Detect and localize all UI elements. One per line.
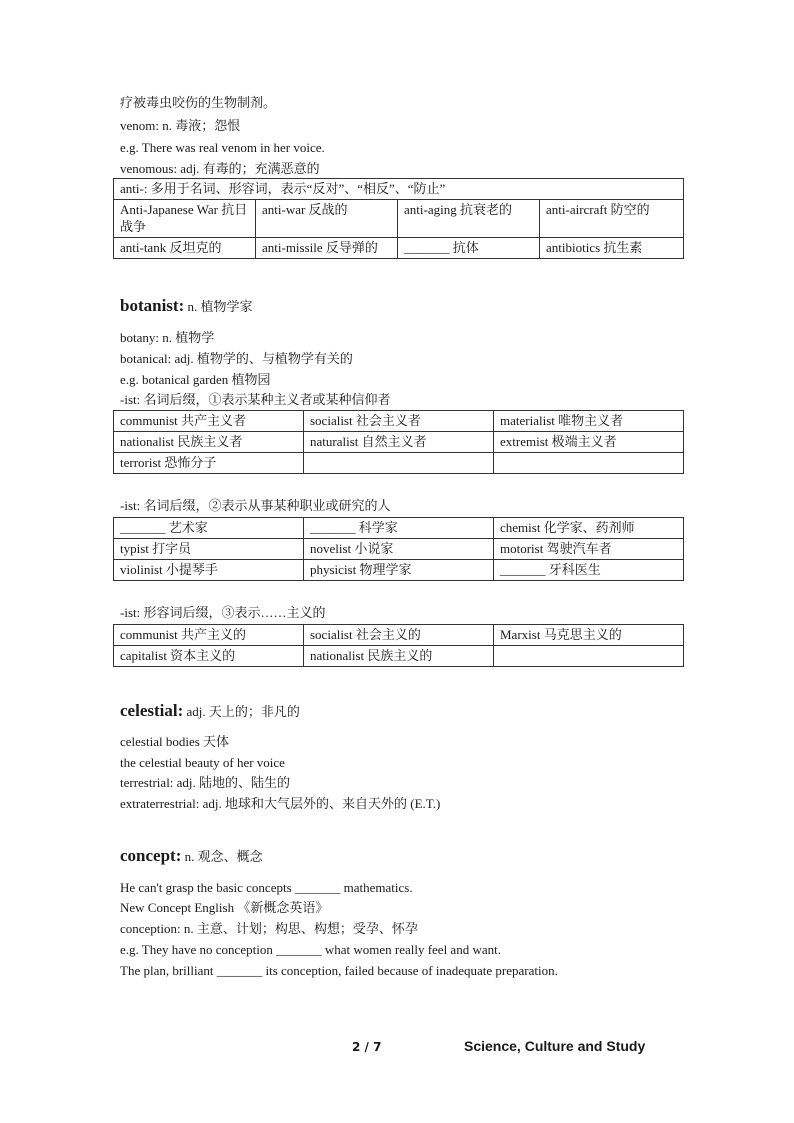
table-cell: materialist 唯物主义者 [494,411,684,432]
table-cell: nationalist 民族主义的 [304,646,494,667]
table-cell: extremist 极端主义者 [494,432,684,453]
botanical-example: e.g. botanical garden 植物园 [120,372,271,387]
conception-example-2: The plan, brilliant _______ its conception, failed because of inadequate preparation. [120,963,558,978]
table-row [114,432,684,453]
table-cell: communist 共产主义的 [114,625,304,646]
footer-title: Science, Culture and Study [464,1038,646,1054]
table-cell: physicist 物理学家 [304,560,494,581]
table-cell: Anti-Japanese War 抗日战争 [114,200,256,238]
botany-definition: botany: n. 植物学 [120,330,215,345]
table-cell: Marxist 马克思主义的 [494,625,684,646]
table-row [114,411,684,432]
table-cell: nationalist 民族主义者 [114,432,304,453]
anti-prefix-table [113,178,684,259]
table-cell: anti-aircraft 防空的 [540,200,684,238]
table-cell: motorist 驾驶汽车者 [494,539,684,560]
ist-adjective-table [113,624,684,667]
table-cell: novelist 小说家 [304,539,494,560]
botanical-definition: botanical: adj. 植物学的、与植物学有关的 [120,351,353,366]
table-cell: typist 打字员 [114,539,304,560]
venomous-definition: venomous: adj. 有毒的；充满恶意的 [120,161,320,176]
table-cell: socialist 社会主义的 [304,625,494,646]
table-cell: socialist 社会主义者 [304,411,494,432]
ist-caption-3: -ist: 形容词后缀，③表示……主义的 [120,605,326,620]
anti-table-header: anti-: 多用于名词、形容词，表示“反对”、“相反”、“防止” [114,179,684,200]
headword: celestial: [120,701,184,720]
table-cell: communist 共产主义者 [114,411,304,432]
table-cell: anti-war 反战的 [256,200,398,238]
table-cell: anti-missile 反导弹的 [256,238,398,259]
celestial-example: the celestial beauty of her voice [120,755,285,770]
table-cell [494,646,684,667]
page-number: 2 / 7 [352,1040,382,1054]
table-row [114,200,684,238]
headword-definition: n. 植物学家 [184,299,253,314]
concept-example-2: New Concept English 《新概念英语》 [120,900,329,915]
table-cell: capitalist 资本主义的 [114,646,304,667]
ist-caption-2: -ist: 名词后缀，②表示从事某种职业或研究的人 [120,498,391,513]
ist-caption-1: -ist: 名词后缀，①表示某种主义者或某种信仰者 [120,392,391,407]
concept-heading [120,845,263,868]
table-cell: chemist 化学家、药剂师 [494,518,684,539]
celestial-bodies: celestial bodies 天体 [120,734,230,749]
table-row [114,560,684,581]
table-cell: terrorist 恐怖分子 [114,453,304,474]
table-cell: _______ 抗体 [398,238,540,259]
table-row [114,646,684,667]
venom-example: e.g. There was real venom in her voice. [120,140,325,155]
celestial-heading [120,700,300,723]
headword: concept: [120,846,182,865]
table-row [114,539,684,560]
terrestrial-definition: terrestrial: adj. 陆地的、陆生的 [120,775,291,790]
table-cell: naturalist 自然主义者 [304,432,494,453]
conception-example-1: e.g. They have no conception _______ what women really feel and want. [120,942,501,957]
table-row [114,518,684,539]
table-cell: _______ 科学家 [304,518,494,539]
table-cell: antibiotics 抗生素 [540,238,684,259]
table-cell: violinist 小提琴手 [114,560,304,581]
headword: botanist: [120,296,185,315]
ist-believer-table [113,410,684,474]
table-cell: _______ 艺术家 [114,518,304,539]
table-cell: _______ 牙科医生 [494,560,684,581]
concept-example-1: He can't grasp the basic concepts _______ mathematics. [120,880,413,895]
table-cell: anti-aging 抗衰老的 [398,200,540,238]
conception-definition: conception: n. 主意、计划；构思、构想；受孕、怀孕 [120,921,418,936]
table-cell: anti-tank 反坦克的 [114,238,256,259]
table-row [114,238,684,259]
headword-definition: adj. 天上的；非凡的 [183,704,300,719]
headword-definition: n. 观念、概念 [181,849,263,864]
table-row [114,179,684,200]
table-row [114,453,684,474]
ist-profession-table [113,517,684,581]
table-cell [494,453,684,474]
table-cell [304,453,494,474]
botanist-heading [120,295,253,318]
venom-definition: venom: n. 毒液；怨恨 [120,118,241,133]
extraterrestrial-definition: extraterrestrial: adj. 地球和大气层外的、来自天外的 (E.T.) [120,796,441,811]
intro-line-1: 疗被毒虫咬伤的生物制剂。 [120,95,277,110]
table-row [114,625,684,646]
